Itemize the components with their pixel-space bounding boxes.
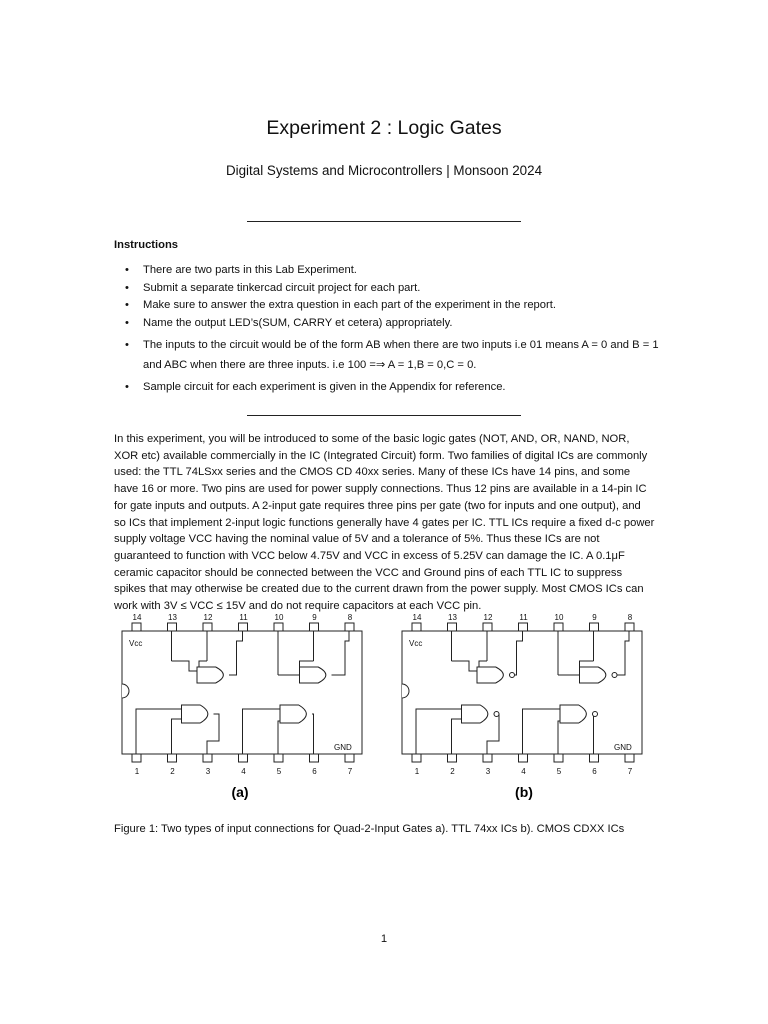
pin-top [483,623,492,631]
pin-top [132,623,141,631]
pin-bottom [203,754,212,762]
pin-number: 7 [347,767,353,776]
gate-symbol [560,705,586,723]
inverter-bubble [510,673,515,678]
pin-bottom [310,754,319,762]
pin-bottom [625,754,634,762]
gnd-label: GND [334,743,352,752]
body-paragraph: In this experiment, you will be introduced to some of the basic logic gates (NOT, AND, OR, NAND, NOR, XOR etc) available commercially in the IC (Integrated Circuit) form. Two families of digital ICs are commonly used: the TTL 74LSxx series and the CMOS CD 40xx series. Many of these ICs have 14 pins, and some have 16 or more. Two pins are used for power supply connections. Thus 12 pins are available in a 14-pin IC for gate inputs and outputs. A 2-input gate requires three pins per gate (two for inputs and one output), and so ICs that implement 2-input logic functions generally have 4 gates per IC. TTL ICs require a fixed d-c power supply voltage VCC having the nominal value of 5V and a tolerance of 5%. Thus these ICs are not guaranteed to function with VCC below 4.75V and VCC in excess of 5.25V can damage the IC. A 0.1μF ceramic capacitor should be connected between the VCC and Ground pins of each TTL IC to suppress spikes that may otherwise be created due to the current drawn from the power supply. Most CMOS ICs can work with 3V ≤ VCC ≤ 15V and do not require capacitors at each VCC pin. [114,433,655,613]
pin-number: 11 [519,614,528,622]
figure-caption: Figure 1: Two types of input connections for Quad-2-Input Gates a). TTL 74xx ICs b). CMOS CDXX ICs [114,823,625,835]
pin-top [448,623,457,631]
pin-number: 4 [521,767,526,776]
ic-pinout-figure [114,614,659,814]
pin-top [274,623,283,631]
pin-number: 14 [132,614,142,622]
pin-number: 14 [412,614,422,622]
instruction-item: • Sample circuit for each experiment is given in the Appendix for reference. [114,379,659,396]
pin-number: 3 [485,767,491,776]
pin-top [554,623,563,631]
pin-top [310,623,319,631]
pin-bottom [519,754,528,762]
vcc-label: Vcc [129,639,143,648]
pin-number: 7 [627,767,633,776]
pin-bottom [590,754,599,762]
pin-number: 12 [203,614,213,622]
pin-bottom [448,754,457,762]
inverter-bubble [612,673,617,678]
pin-number: 10 [274,614,284,622]
pin-number: 8 [347,614,353,622]
pin-number: 2 [170,767,175,776]
ic-diagram-b [402,614,642,776]
pin-number: 8 [627,614,633,622]
instruction-item: • The inputs to the circuit would be of the form AB when there are two inputs i.e 01 means A = 0 and B = 1 and ABC when there are three inputs. i.e 100 =⇒ A = 1,B = 0,C = 0. [114,335,659,375]
instruction-item: • Submit a separate tinkercad circuit project for each part. [114,280,659,297]
pin-number: 6 [312,767,317,776]
inverter-bubble [494,712,499,717]
gate-symbol [300,667,326,683]
pin-top [239,623,248,631]
pin-number: 13 [168,614,177,622]
pin-bottom [412,754,421,762]
pin-number: 1 [134,767,140,776]
gate-symbol [182,705,208,723]
pin-bottom [345,754,354,762]
instruction-item: • Name the output LED’s(SUM, CARRY et cetera) appropriately. [114,315,659,332]
ic-diagram-a [122,614,362,776]
pin-bottom [554,754,563,762]
pin-number: 6 [592,767,597,776]
pin-top [625,623,634,631]
figure-label-a: (a) [231,784,249,800]
instructions-heading: Instructions [114,239,179,251]
pin-number: 10 [554,614,564,622]
gate-symbol [280,705,306,723]
page-subtitle: Digital Systems and Microcontrollers | Monsoon 2024 [225,163,543,178]
gate-symbol [477,667,503,683]
page-number: 1 [380,933,388,945]
page-title: Experiment 2 : Logic Gates [266,117,502,139]
pin-number: 12 [483,614,493,622]
gate-symbol [462,705,488,723]
pin-number: 9 [312,614,317,622]
pin-bottom [483,754,492,762]
pin-bottom [274,754,283,762]
pin-top [168,623,177,631]
gate-symbol [197,667,223,683]
pin-bottom [132,754,141,762]
pin-bottom [239,754,248,762]
pin-number: 4 [241,767,246,776]
pin-number: 13 [448,614,457,622]
pin-top [345,623,354,631]
pin-number: 9 [592,614,597,622]
pin-top [590,623,599,631]
pin-number: 2 [450,767,455,776]
inverter-bubble [593,712,598,717]
divider-bottom [247,415,521,416]
pin-number: 3 [205,767,211,776]
instructions-list [114,262,659,396]
pin-number: 5 [276,767,282,776]
gate-symbol [580,667,606,683]
pin-top [412,623,421,631]
figure-label-b: (b) [515,784,533,800]
vcc-label: Vcc [409,639,423,648]
gnd-label: GND [614,743,632,752]
divider-top [247,221,521,222]
pin-number: 5 [556,767,562,776]
pin-top [519,623,528,631]
instruction-item: • Make sure to answer the extra question in each part of the experiment in the report. [114,297,659,314]
pin-top [203,623,212,631]
pin-number: 11 [239,614,248,622]
pin-bottom [168,754,177,762]
instruction-item: • There are two parts in this Lab Experiment. [114,262,659,279]
pin-number: 1 [414,767,420,776]
